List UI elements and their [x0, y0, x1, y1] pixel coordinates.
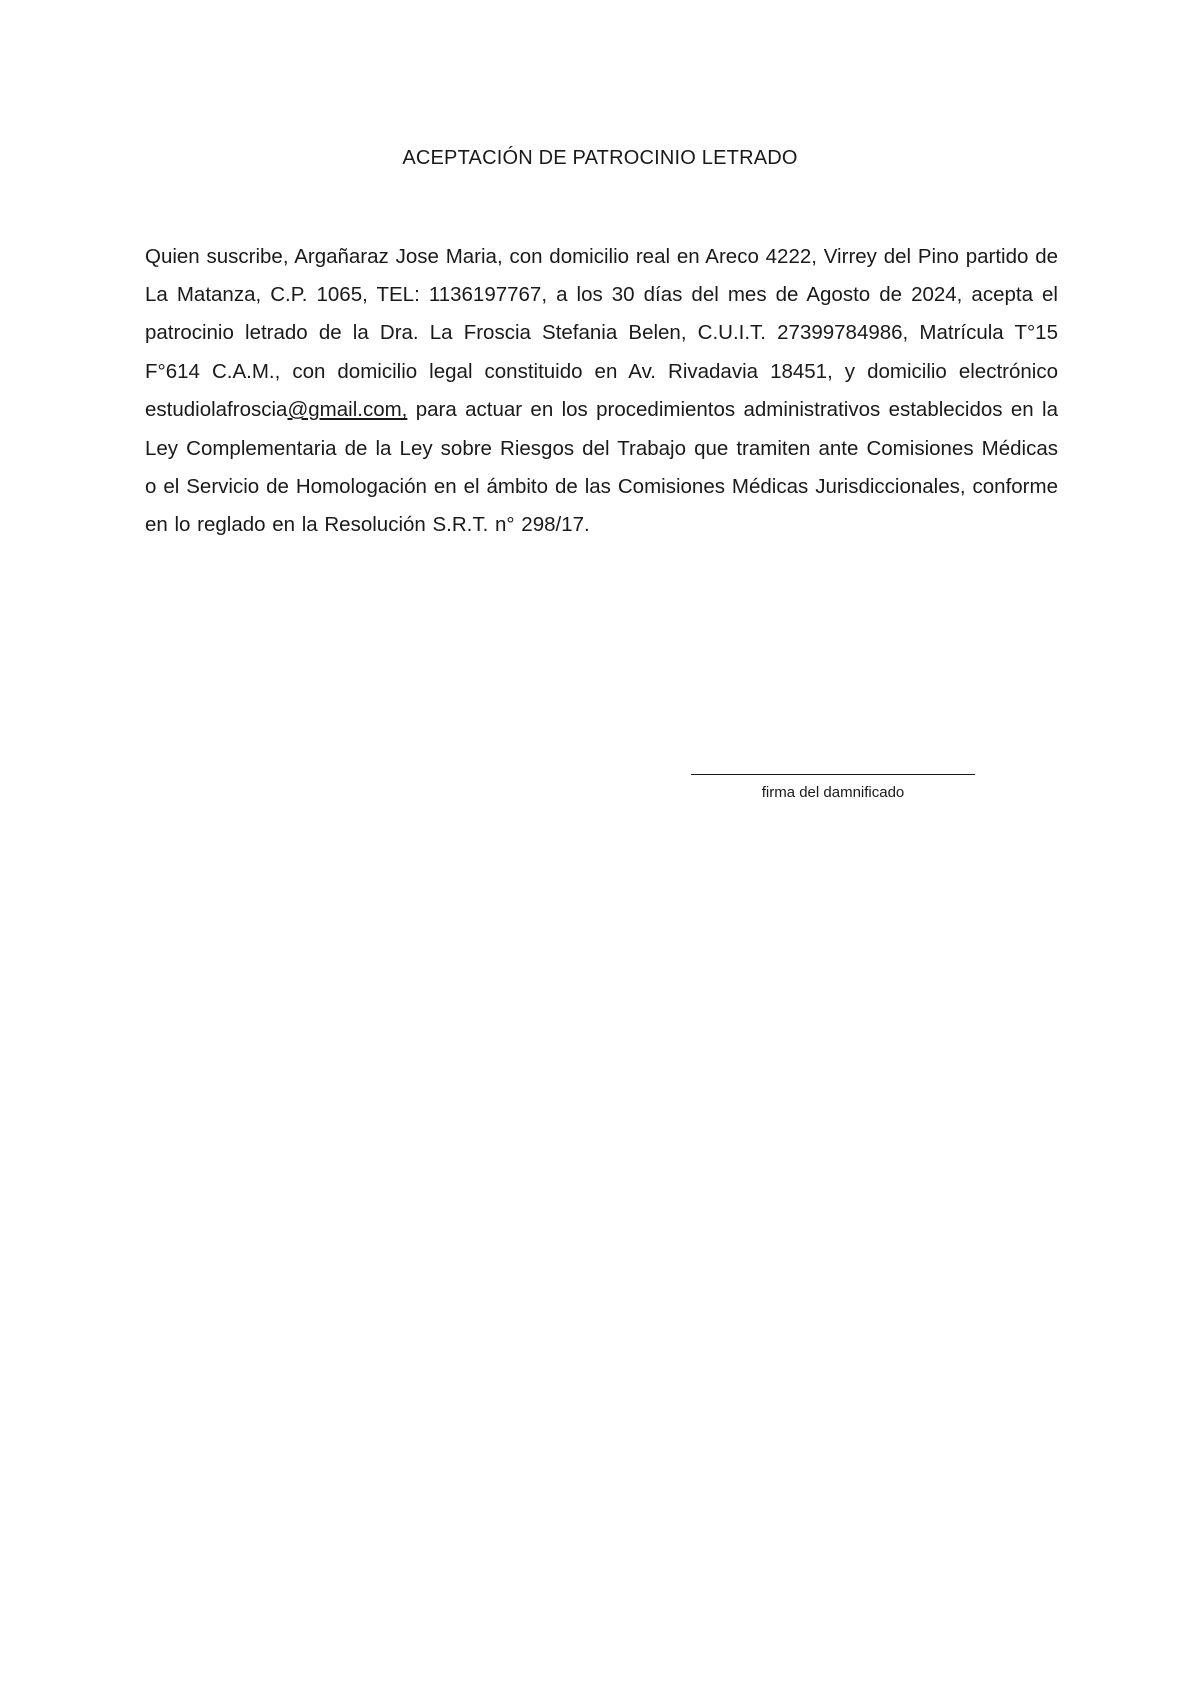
document-title: ACEPTACIÓN DE PATROCINIO LETRADO [402, 147, 798, 169]
body-text-part-1: Quien suscribe, Argañaraz Jose Maria, con domicilio real en Areco 4222, Virrey del Pino partido de La Matanza, C.P. 1065, TEL: 1136197767, a los 30 días del mes de Agosto de 2024, acepta el patrocinio letrado de la Dra. La Froscia Stefania Belen, C.U.I.T. 27399784986, Matrícula T°15 F°614 C.A.M., con domicilio legal constituido en Av. Rivadavia 18451, y domicilio electrónico estudiolafroscia [145, 244, 1058, 422]
body-text-part-2: para actuar en los procedimientos administrativos establecidos en la Ley Complementaria de la Ley sobre Riesgos del Trabajo que tramiten ante Comisiones Médicas o el Servicio de Homologación en el ámbito de las Comisiones Médicas Jurisdiccionales, conforme en lo reglado en la Resolución S.R.T. n° 298/17. [145, 398, 1058, 537]
body-paragraph [145, 238, 1058, 545]
signature-label: firma del damnificado [761, 784, 905, 801]
email-domain-link[interactable]: @gmail.com, [287, 398, 408, 422]
signature-line [691, 774, 975, 775]
